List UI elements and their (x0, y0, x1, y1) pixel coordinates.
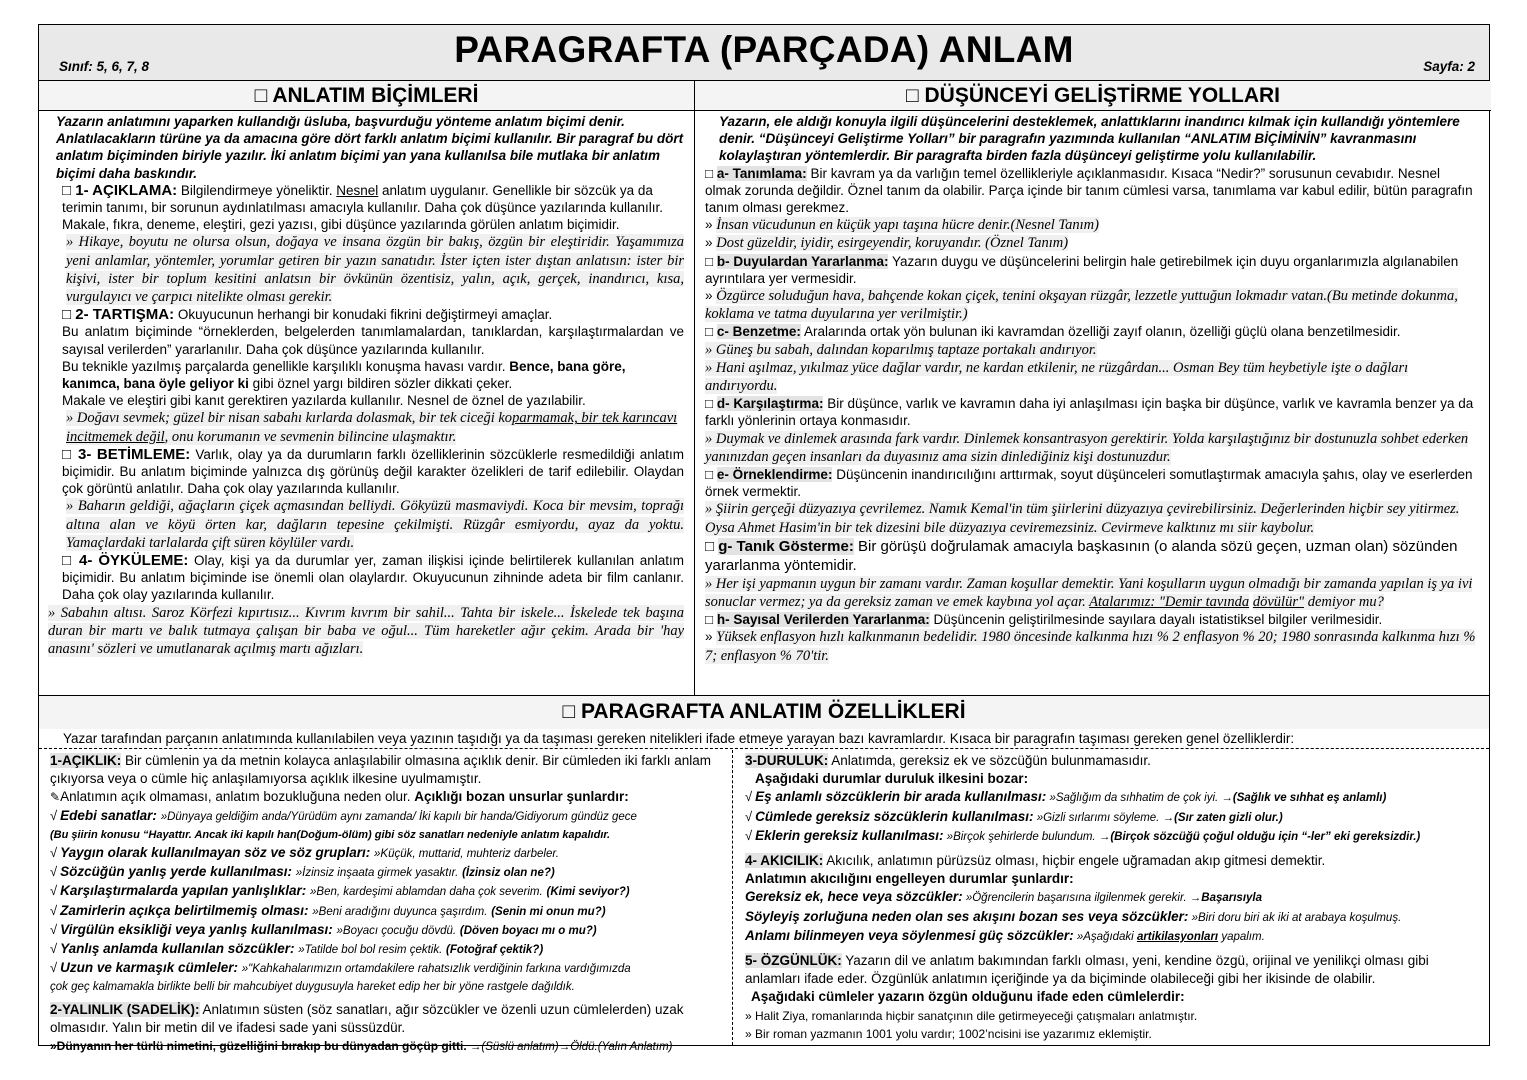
edebi-note: (Bu şiirin konusu “Hayattır. Ancak iki kapılı han(Doğum-ölüm) gibi söz sanatları nedeniyle anlatım kapalıdır. (50, 828, 611, 841)
sayisal-text: Düşüncenin geliştirilmesinde sayılara dayalı istatistiksel bilgiler verilmesidir. (929, 612, 1383, 628)
akicilik-text: Akıcılık, anlatımın pürüzsüz olması, hiçbir engele uğramadan akıp gitmesi demektir. (823, 853, 1326, 869)
oykuleme-example (48, 604, 684, 659)
tanik-example-3: dövülür" (1252, 594, 1305, 611)
tanik-example-2: Atalarımız: "Demir tavında (1089, 594, 1250, 611)
akicilik-item-label: Anlamı bilinmeyen veya söylenmesi güç sözcükler: (745, 927, 1074, 943)
benzetme-example-2 (705, 359, 1479, 395)
check-icon: √ (50, 883, 58, 899)
tartisma-text-6: Makale ve eleştiri gibi kanıt gerektiren yazılarda kullanılır. Nesnel de öznel de yazılabilir. (62, 393, 586, 409)
check-icon: √ (50, 960, 58, 976)
sayisal-example: » Yüksek enflasyon hızlı kalkınmanın bedelidir. 1980 öncesinde kalkınma hızı % 2 enflasyon % 20; 1980 sonrasında kalkınma hızı % 7; enflasyon % 70'tir. (705, 629, 1476, 664)
anlatim-bicimleri-column (39, 111, 695, 695)
aciklik-item (50, 882, 726, 901)
aciklik-item (50, 844, 726, 863)
benzetme-section: □ c- Benzetme: Aralarında ortak yön bulunan iki kavramdan özelliği zayıf olanın, özelliği güçlü olana benzetilmesidir. (705, 324, 1401, 340)
tartisma-text-4: Bence, bana göre, kanımca, bana öyle geliyor ki (62, 358, 626, 392)
grade-label: Sınıf: 5, 6, 7, 8 (59, 59, 150, 74)
aciklik-item-label: Virgülün eksikliği veya yanlış kullanılması: (60, 921, 333, 937)
benzetme-example-1 (705, 341, 1479, 359)
tanimlama-example-2: » Dost güzeldir, iyidir, esirgeyendir, koruyandır. (Öznel Tanım) (705, 235, 1069, 252)
ozgunluk-label: 5- ÖZGÜNLÜK: (745, 953, 842, 969)
aciklik-bozan-1: Anlatımın açık olmaması, anlatım bozukluğuna neden olur. (60, 789, 415, 805)
tanimlama-text: Bir kavram ya da varlığın temel özellikleriyle açıklanmasıdır. Kısaca “Nedir?” sorusunun cevabıdır. Nesnel olmak zorunda değildir. Öznel tanım da olabilir. Parça içinde bir tanım cümlesi varsa, tanımlama var kabul edilir, bütün paragrafın tanım olması gerekmez. (705, 165, 1473, 216)
duyular-example-text: Özgürce soluduğun hava, bahçende kokan çiçek, tenini okşayan rüzgâr, lezzetle yuttuğun lokmadır vatan.(Bu metinde dokunma, koklama ve tatma duyularına yer verilmiştir.) (705, 288, 1458, 323)
aciklik-item-example: »Dünyaya geldiğim anda/Yürüdüm aynı zamanda/ İki kapılı bir handa/Gidiyorum gündüz gece (160, 810, 637, 823)
aciklik-item-note: (Kimi seviyor?) (546, 886, 630, 899)
tanik-example-4: demiyor mu? (1304, 594, 1384, 611)
tartisma-example-3: , onu korumanın ve sevmenin bilincine ulaşmaktır. (164, 428, 457, 445)
check-icon: √ (50, 845, 58, 861)
duruluk-item-example: »Sağlığım da sıhhatim de çok iyi. (1046, 792, 1219, 805)
tanik-example-1: » Her işi yapmanın uygun bir zamanı vardır. Zaman koşullar demektir. Yani koşulların uygun olmadığı bir zamanda yapılan iş ya ivi sonuclar vermez; ya da gereksiz zaman ve emek kaybına yol açar. (705, 575, 1473, 611)
duruluk-item-label: Eş anlamlı sözcüklerin bir arada kullanılması: (755, 789, 1047, 805)
duruluk-item-example: »Gizli sırlarımı söyleme. (1033, 811, 1160, 824)
akicilik-item-note: →Başarısıyla (1186, 892, 1263, 905)
orneklendirme-text: Düşüncenin inandırıcılığını arttırmak, soyut düşünceleri somutlaştırmak amacıyla şahıs, olay ve eserlerden örnek vermektir. (705, 467, 1473, 500)
akicilik-item-example: »Aşağıdaki (1073, 930, 1137, 943)
tartisma-label: □ 2- TARTIŞMA: (62, 306, 175, 324)
akicilik-sub: Anlatımın akıcılığını engelleyen durumlar şunlardır: (745, 871, 1074, 887)
aciklik-item (50, 940, 726, 959)
ozgunluk-example-1: » Halit Ziya, romanlarında hiçbir sanatçının dile getirmeyeceği çatışmaları anlatmıştır. (745, 1008, 1198, 1023)
check-icon: √ (50, 902, 58, 918)
aciklik-item-example: »"Kahkahalarımızın ortamdakilere rahatsızlık verdiğinin farkına vardığımızda (241, 963, 631, 976)
aciklik-item-label: Edebi sanatlar: (60, 807, 157, 823)
aciklik-item-note: (Fotoğraf çektik?) (446, 944, 544, 957)
tartisma-text-5: gibi öznel yargı bildiren sözler dikkati çeker. (248, 376, 513, 392)
duruluk-item-note: →(Sağlık ve sıhhat eş anlamlı) (1218, 792, 1387, 805)
aciklik-item-example: »Beni aradığını duyunca şaşırdım. (312, 905, 488, 918)
ozgunluk-sub: Aşağıdaki cümleler yazarın özgün olduğunu ifade eden cümlelerdir: (751, 989, 1185, 1005)
duruluk-item-label: Cümlede gereksiz sözcüklerin kullanılması: (755, 808, 1034, 824)
aciklik-item-label: Uzun ve karmaşık cümleler: (60, 960, 238, 976)
duruluk-text: Anlatımda, gereksiz ek ve sözcüğün bulunmamasıdır. (828, 753, 1151, 768)
akicilik-item-example: »Biri doru biri ak iki at arabaya koşulmuş. (1188, 911, 1402, 924)
tanik-text: Bir görüşü doğrulamak amacıyla başkasının (o alanda sözü geçen, uzman olan) sözünden yararlanma yöntemidir. (705, 537, 1458, 574)
yalinlik-section (50, 1001, 726, 1037)
yalinlik-example (50, 1037, 726, 1056)
orneklendirme-example-text: » Şiirin gerçeği düzyazıya çevrilemez. Namık Kemal'in tüm şiirlerini düzyazıya çevirebilirsiniz. Değerlerinden hiçbir sey yitirmez. Oysa Ahmet Hasim'in bir tek dizesini bile düzyazıya ceviremezsiniz. Cevirmeve kalktınız mı siir kaybolur. (705, 501, 1460, 536)
aciklik-item (50, 863, 726, 882)
akicilik-item-tail: yapalım. (1218, 930, 1265, 943)
duyular-example: » Özgürce soluduğun hava, bahçende kokan çiçek, tenini okşayan rüzgâr, lezzetle yuttuğun lokmadır vatan.(Bu metinde dokunma, koklama ve tatma duyularına yer verilmiştir.) (705, 288, 1458, 323)
ozgunluk-section (745, 952, 1483, 988)
orneklendirme-label: e- Örneklendirme: (716, 467, 833, 483)
aciklik-item-note: (Senin mi onun mu?) (491, 905, 606, 918)
karsilastirma-section: □ d- Karşılaştırma: Bir düşünce, varlık ve kavramın daha iyi anlaşılması için başka bir düşünce, varlık ve kavramla benzer ya da farklı yönlerinin ortaya konmasıdır. (705, 396, 1474, 429)
betimleme-label: □ 3- BETİMLEME: (62, 445, 191, 463)
orneklendirme-section: □ e- Örneklendirme: Düşüncenin inandırıcılığını arttırmak, soyut düşünceleri somutlaştırmak amacıyla şahıs, olay ve eserlerden örnek vermektir. (705, 467, 1473, 500)
betimleme-example (48, 497, 684, 552)
duruluk-item (745, 808, 1483, 827)
akicilik-item-note: artikilasyonları (1136, 930, 1219, 943)
oykuleme-section (48, 552, 684, 604)
tartisma-example-2: parmamak, bir tek karıncavı incitmemek değil (66, 410, 678, 445)
tanimlama-section: □ a- Tanımlama: Bir kavram ya da varlığın temel özellikleriyle açıklanmasıdır. Kısaca “Nedir?” sorusunun cevabıdır. Nesnel olmak zorunda değildir. Öznel tanım da olabilir. Parça içinde bir tanım cümlesi varsa, tanımlama var kabul edilir, bütün paragrafın tanım olması gerekmez. (705, 165, 1473, 216)
pen-icon: ✎ (50, 790, 61, 805)
duruluk-label: 3-DURULUK: (745, 753, 829, 768)
akicilik-section (745, 852, 1483, 870)
oykuleme-text: Olay, kişi ya da durumlar yer, zaman ilişkisi içinde belirtilerek kullanılan anlatım biçimidir. Bu anlatım biçiminde ise önemli olan olaylardır. Okuyucunun zihninde adeta bir film canlanır. Daha çok olay yazılarında kullanılır. (62, 553, 685, 603)
dusunce-intro: Yazarın, ele aldığı konuyla ilgili düşüncelerini desteklemek, anlattıklarını inandırıcı kılmak için kullandığı yöntemlere denir. “Düşünceyi Geliştirme Yolları” bir paragrafın yazımında kullanılan “ANLATIM BİÇİMİNİN” kavranmasını kolaylaştıran yöntemlerdir. Bir paragrafta birden fazla düşünceyi geliştirme yolu kullanılabilir. (719, 114, 1460, 164)
anlatim-intro: Yazarın anlatımını yaparken kullandığı üsluba, başvurduğu yönteme anlatım biçimi denir. Anlatılacakların türüne ya da amacına göre dört farklı anlatım biçimi kullanılır. Bir paragraf bu dört anlatım biçiminden biriyle yazılır. İki anlatım biçimi yan yana kullanılsa bile mutlaka bir anlatım biçimi daha baskındır. (56, 114, 684, 181)
tanik-label: g- Tanık Gösterme: (718, 537, 854, 555)
duruluk-item-note: →(Sır zaten gizli olur.) (1159, 811, 1283, 824)
duruluk-item-note: →(Birçok sözcüğü çoğul olduğu için “-ler” eki gereksizdir.) (1095, 830, 1421, 843)
header (39, 25, 1489, 81)
aciklik-bozan-2: Açıklığı bozan unsurlar şunlardır: (414, 789, 629, 805)
aciklik-item-label: Yanlış anlamda kullanılan sözcükler: (60, 941, 295, 957)
aciklama-example-text: » Hikaye, boyutu ne olursa olsun, doğaya ve insana özgün bir bakış, özgün bir eleştiridir. Yaşamımıza yeni anlamlar, yöntemler, yorumlar getiren bir yazın sanatıdır. İster içten ister dıştan anlatısın: ister bir kişivi, ister bir toplum kesitini anlatsın bir övkünün özentisiz, yalın, açık, gerçek, inandırıcı, kısa, vurgulayıcı ve çarpıcı nitelikte olması gerekir. (66, 234, 684, 306)
tartisma-text-2: Bu anlatım biçiminde “örneklerden, belgelerden tanımlamalardan, tanıklardan, karşılaştırmalardan ve sayısal verilerden” yararlanılır. Daha çok düşünce yazılarında kullanılır. (62, 324, 684, 357)
duruluk-item-label: Eklerin gereksiz kullanılması: (755, 827, 944, 843)
aciklama-text-2: Nesnel (336, 182, 379, 198)
betimleme-section (48, 446, 684, 498)
aciklik-item-example: »Boyacı çocuğu dövdü. (336, 924, 457, 937)
duruluk-item-example: »Birçok şehirlerde bulundum. (943, 830, 1096, 843)
ozellikler-left-column (39, 750, 733, 1054)
aciklik-item (50, 921, 726, 940)
duruluk-item (745, 788, 1483, 807)
betimleme-text: Varlık, olay ya da durumların farklı özelliklerinin sözcüklerle resmedildiği anlatım biçimidir. Bu anlatım biçiminde yalnızca dış görünüş değil karakter özelikleri de tarif edilebilir. Olaydan çok görüntü anlatılır. Daha çok olay yazılarında kullanılır. (62, 446, 684, 497)
heading-anlatim-bicimleri: □ ANLATIM BİÇİMLERİ (39, 81, 695, 111)
karsilastirma-label: d- Karşılaştırma: (716, 396, 824, 412)
aciklik-item-note: (İzinsiz olan ne?) (462, 867, 555, 880)
betimleme-example-text: » Baharın geldiği, ağaçların çiçek açmasından belliydi. Gökyüzü masmaviydi. Koca bir mevsim, toprağı altına alan ve köyü örten kar, dağların tepesine çekilmişti. Rüzgâr esmiyordu, ayaz da yoktu. Yamaçlardaki tarlalarda çift süren köylüler vardı. (66, 498, 684, 551)
tartisma-example (48, 409, 684, 445)
tanik-example (705, 575, 1479, 611)
ozgunluk-example-2: » Bir roman yazmanın 1001 yolu vardır; 1002’ncisini ise yazarımız eklemiştir. (745, 1026, 1152, 1041)
sayisal-label: h- Sayısal Verilerden Yararlanma: (716, 612, 930, 628)
aciklik-label: 1-AÇIKLIK: (50, 753, 122, 768)
tanik-section: □ g- Tanık Gösterme: Bir görüşü doğrulamak amacıyla başkasının (o alanda sözü geçen, uzman olan) sözünden yararlanma yöntemidir. (705, 537, 1458, 574)
tartisma-example-1: » Doğavı sevmek; güzel bir nisan sabahı kırlarda dolasmak, bir tek ciceği ko (66, 410, 513, 427)
ozellikler-right-column (733, 750, 1491, 1045)
karsilastirma-example (705, 430, 1479, 466)
akicilik-item-label: Söyleyiş zorluğuna neden olan ses akışını bozan ses veya sözcükler: (745, 908, 1189, 924)
akicilik-item (745, 888, 1483, 907)
aciklik-item-label: Zamirlerin açıkça belirtilmemiş olması: (60, 902, 309, 918)
tartisma-text-3-block (48, 358, 684, 392)
aciklik-item-example: »Ben, kardeşimi ablamdan daha çok severim. (310, 886, 543, 899)
tartisma-text-3: Bu teknikle yazılmış parçalarda genellikle karşılıklı konuşma havası vardır. (62, 358, 510, 374)
ozgunluk-text: Yazarın dil ve anlatım bakımından farklı olması, yeni, kendine özgü, orijinal ve yenilikçi olması gibi anlamları ifade eder. Özgünlük anlatımın içeriğinde ya da biçiminde olabileceği gibi her ikisinde de olabilir. (745, 953, 1429, 987)
benzetme-label: c- Benzetme: (716, 324, 801, 340)
aciklama-section (48, 182, 684, 216)
duyular-label: b- Duyulardan Yararlanma: (716, 253, 889, 269)
duruluk-item (745, 827, 1483, 846)
page-number: Sayfa: 2 (1423, 59, 1475, 74)
akicilik-item-example: »Öğrencilerin başarısına ilgilenmek gerekir. (962, 892, 1187, 905)
check-icon: √ (50, 864, 58, 880)
duyular-text: Yazarın duygu ve düşüncelerini belirgin hale getirebilmek için duyu organlarımızla algılanabilen ayrıntılara yer vermesidir. (705, 253, 1459, 286)
duyular-section: □ b- Duyulardan Yararlanma: Yazarın duygu ve düşüncelerini belirgin hale getirebilmek için duyu organlarımızla algılanabilen ayrıntılara yer vermesidir. (705, 253, 1459, 286)
aciklik-item (50, 959, 726, 978)
aciklama-text-3: anlatım uygulanır. Genellikle bir sözcük ya da terimin tanımı, bir sorunun aydınlatılması amacıyla kullanılır. Daha çok düşünce yazılarında kullanılır. (62, 182, 664, 216)
karsilastirma-example-text: » Duymak ve dinlemek arasında fark vardır. Dinlemek konsantrasyon gerektirir. Yolda karşılaştığınız bir dostunuzla sohbet ederken yanınızdan geçen insanları da duyasınız ama sizin dinlediğiniz kişi dostunuzdur. (705, 430, 1469, 465)
aciklik-item (50, 807, 726, 826)
heading-anlatim-ozellikleri: □ PARAGRAFTA ANLATIM ÖZELLİKLERİ (39, 695, 1489, 729)
aciklik-item-note: (Döven boyacı mı o mu?) (459, 924, 597, 937)
tanimlama-label: a- Tanımlama: (716, 165, 807, 181)
worksheet-page (38, 24, 1490, 1054)
tartisma-section (48, 306, 684, 323)
aciklik-bozan (50, 788, 726, 806)
dusunceyi-gelistirme-column (695, 111, 1491, 695)
aciklik-item-example: »Küçük, muttarid, muhteriz darbeler. (374, 848, 559, 861)
benzetme-text: Aralarında ortak yön bulunan iki kavramdan özelliği zayıf olanın, özelliği güçlü olana benzetilmesidir. (800, 324, 1401, 340)
uzun-cumle-cont: çok geç kalmamakla birlikte belli bir mahcubiyet duygusuyla hareket edip her bir yöne rastgele dağıldık. (50, 981, 575, 994)
aciklik-text: Bir cümlenin ya da metnin kolayca anlaşılabilir olmasına açıklık denir. Bir cümleden iki farklı anlam çıkıyorsa veya o cümle hiç anlaşılamıyorsa açıklık ilkesine uyulmamıştır. (50, 753, 712, 787)
tartisma-text-1: Okuyucunun herhangi bir konudaki fikrini değiştirmeyi amaçlar. (174, 307, 553, 323)
check-icon: √ (745, 808, 753, 824)
yalinlik-example-2: →(Süslü anlatım)→Öldü.(Yalın Anlatım) (466, 1041, 673, 1054)
check-icon: √ (50, 941, 58, 957)
yalinlik-example-1: »Dünyanın her türlü nimetini, güzelliğini bırakıp bu dünyadan göçüp gitti. (50, 1039, 467, 1054)
aciklama-text-4: Makale, fıkra, deneme, eleştiri, gezi yazısı, gibi düşünce yazılarında görülen anlatım biçimidir. (62, 217, 620, 233)
check-icon: √ (50, 921, 58, 937)
duruluk-section (745, 752, 1483, 770)
check-icon: √ (50, 807, 58, 823)
heading-dusunceyi-gelistirme: □ DÜŞÜNCEYİ GELİŞTİRME YOLLARI (695, 81, 1491, 111)
check-icon: √ (745, 789, 753, 805)
akicilik-label: 4- AKICILIK: (745, 853, 824, 869)
duruluk-sub: Aşağıdaki durumlar duruluk ilkesini bozar: (755, 771, 1029, 787)
aciklama-label: □ 1- AÇIKLAMA: (62, 181, 178, 199)
orneklendirme-example (705, 500, 1479, 536)
benzetme-example-2-text: » Hani aşılmaz, yıkılmaz yüce dağlar vardır, ne kardan etkilenir, ne rüzgârdan... Osman Bey tüm heybetiyle işte o dağları andırıyordu. (705, 359, 1409, 395)
aciklik-item-label: Sözcüğün yanlış yerde kullanılması: (60, 864, 292, 880)
aciklama-text-1: Bilgilendirmeye yöneliktir. (177, 182, 337, 198)
aciklik-item-example: »Tatilde bol bol resim çektik. (298, 944, 443, 957)
aciklik-section (50, 752, 726, 788)
karsilastirma-text: Bir düşünce, varlık ve kavramın daha iyi anlaşılması için başka bir düşünce, varlık ve kavramla benzer ya da farklı yönlerinin ortaya konmasıdır. (705, 396, 1474, 429)
aciklik-item-example: »İzinsiz inşaata girmek yasaktır. (295, 867, 459, 880)
tanimlama-example-1: » İnsan vücudunun en küçük yapı taşına hücre denir.(Nesnel Tanım) (705, 217, 1099, 234)
akicilik-item (745, 908, 1483, 927)
yalinlik-text: Anlatımın süsten (söz sanatları, ağır sözcükler ve özenli uzun cümlelerden) uzak olmasıdır. Yalın bir metin dil ve ifadesi sade yani süssüzdür. (50, 1001, 684, 1035)
ozellikler-intro: Yazar tarafından parçanın anlatımında kullanılabilen veya yazının taşıdığı ya da taşıması gereken nitelikleri ifade etmeye yarayan bazı kavramlardır. Kısaca bir paragrafın taşıması gereken genel özelliklerdir: (39, 729, 1489, 749)
aciklama-example (48, 233, 684, 306)
oykuleme-label: □ 4- ÖYKÜLEME: (62, 552, 189, 570)
tanimlama-example-2-text: Dost güzeldir, iyidir, esirgeyendir, koruyandır. (Öznel Tanım) (716, 235, 1069, 252)
sayisal-example-text: Yüksek enflasyon hızlı kalkınmanın bedelidir. 1980 öncesinde kalkınma hızı % 2 enflasyon % 20; 1980 sonrasında kalkınma hızı % 7; enflasyon % 70'tir. (705, 629, 1476, 664)
aciklik-item-label: Karşılaştırmalarda yapılan yanlışlıklar: (60, 883, 307, 899)
akicilik-item-label: Gereksiz ek, hece veya sözcükler: (745, 889, 963, 905)
aciklik-item-label: Yaygın olarak kullanılmayan söz ve söz grupları: (60, 845, 371, 861)
sayisal-section: □ h- Sayısal Verilerden Yararlanma: Düşüncenin geliştirilmesinde sayılara dayalı istatistiksel bilgiler verilmesidir. (705, 612, 1383, 628)
page-title: PARAGRAFTA (PARÇADA) ANLAM (454, 29, 1074, 70)
aciklik-item (50, 902, 726, 921)
oykuleme-example-text: » Sabahın altısı. Saroz Körfezi kıpırtısız... Kıvrım kıvrım bir sahil... Tahta bir iskele... İskelede tek başına duran bir martı ve balık tutmaya çalışan bir baba ve oğul... Tüm hareketler ağır çekim. Arada bir 'hay anasını' sözleri ve umutlanarak açılmış martı ağızları. (48, 604, 684, 658)
akicilik-item (745, 927, 1483, 946)
tanimlama-example-1-text: İnsan vücudunun en küçük yapı taşına hücre denir.(Nesnel Tanım) (716, 217, 1099, 234)
check-icon: √ (745, 827, 753, 843)
yalinlik-label: 2-YALINLIK (SADELİK): (50, 1001, 200, 1017)
benzetme-example-1-text: » Güneş bu sabah, dalından koparılmış taptaze portakalı andırıyor. (705, 341, 1097, 358)
